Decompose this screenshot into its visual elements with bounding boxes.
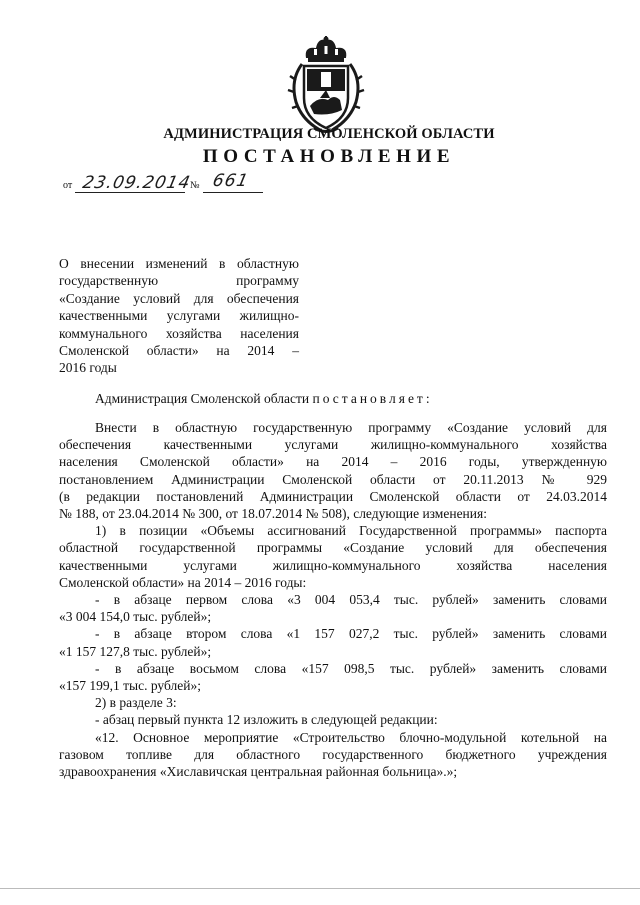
body-line: Внести в областную государственную программу «Создание условий для xyxy=(95,420,607,435)
body-line: - в абзаце восьмом слова «157 098,5 тыс. рублей» заменить словами xyxy=(95,660,607,676)
subject-line: коммунального хозяйства населения xyxy=(59,325,299,341)
body-line: «157 199,1 тыс. рублей»; xyxy=(59,678,201,694)
handwritten-date: 23.09.2014 xyxy=(80,173,193,193)
coat-of-arms-icon xyxy=(284,36,368,136)
date-prefix: от xyxy=(63,180,73,191)
subject-line: «Создание условий для обеспечения xyxy=(59,290,299,306)
subject-line: Смоленской области» на 2014 – xyxy=(59,343,299,359)
body-line: населения Смоленской области» на 2014 – 2016 годы, утвержденную xyxy=(59,454,607,470)
organization-name: АДМИНИСТРАЦИЯ СМОЛЕНСКОЙ ОБЛАСТИ xyxy=(163,126,495,142)
number-prefix: № xyxy=(190,180,200,191)
document-subject xyxy=(59,255,299,377)
body-line: Смоленской области» на 2014 – 2016 годы: xyxy=(59,574,307,590)
body-line: (в редакции постановлений Администрации Смоленской области от 24.03.2014 xyxy=(59,488,607,504)
body-line: - в абзаце втором слова «1 157 027,2 тыс. рублей» заменить словами xyxy=(95,626,607,642)
body-line: областной государственной программы «Создание условий для обеспечения xyxy=(59,540,607,556)
subject-line: 2016 годы xyxy=(59,360,117,376)
body-line: «3 004 154,0 тыс. рублей»; xyxy=(59,609,212,625)
document-type: ПОСТАНОВЛЕНИЕ xyxy=(202,146,456,167)
body-line: «1 157 127,8 тыс. рублей»; xyxy=(59,643,212,659)
body-line: газовом топливе для областного государственного бюджетного учреждения xyxy=(59,746,607,762)
document-body xyxy=(59,419,607,780)
body-line: обеспечения качественными услугами жилищно-коммунального хозяйства xyxy=(59,437,607,453)
handwritten-number: 661 xyxy=(210,171,251,191)
decree-verb: постановляет: xyxy=(312,391,433,406)
decree-statement xyxy=(95,391,433,407)
body-line: 1) в позиции «Объемы ассигнований Государственной программы» паспорта xyxy=(95,523,607,539)
body-line: качественными услугами жилищно-коммунального хозяйства населения xyxy=(59,557,607,573)
date-number-line xyxy=(63,170,283,196)
decree-subject: Администрация Смоленской области xyxy=(95,391,310,406)
subject-line: О внесении изменений в областную xyxy=(59,256,299,271)
body-line: - абзац первый пункта 12 изложить в следующей редакции: xyxy=(95,712,438,728)
subject-line: качественными услугами жилищно- xyxy=(59,308,299,324)
body-line: № 188, от 23.04.2014 № 300, от 18.07.2014 № 508), следующие изменения: xyxy=(59,506,487,522)
body-line: «12. Основное мероприятие «Строительство блочно-модульной котельной на xyxy=(95,729,607,745)
number-underline xyxy=(203,192,263,193)
body-line: здравоохранения «Хиславичская центральная районная больница».»; xyxy=(59,764,458,780)
scan-bottom-edge xyxy=(0,888,640,889)
body-line: постановлением Администрации Смоленской области от 20.11.2013 № 929 xyxy=(59,471,607,487)
body-line: 2) в разделе 3: xyxy=(95,695,177,711)
body-line: - в абзаце первом слова «3 004 053,4 тыс. рублей» заменить словами xyxy=(95,592,607,608)
subject-line: государственную программу xyxy=(59,273,299,289)
